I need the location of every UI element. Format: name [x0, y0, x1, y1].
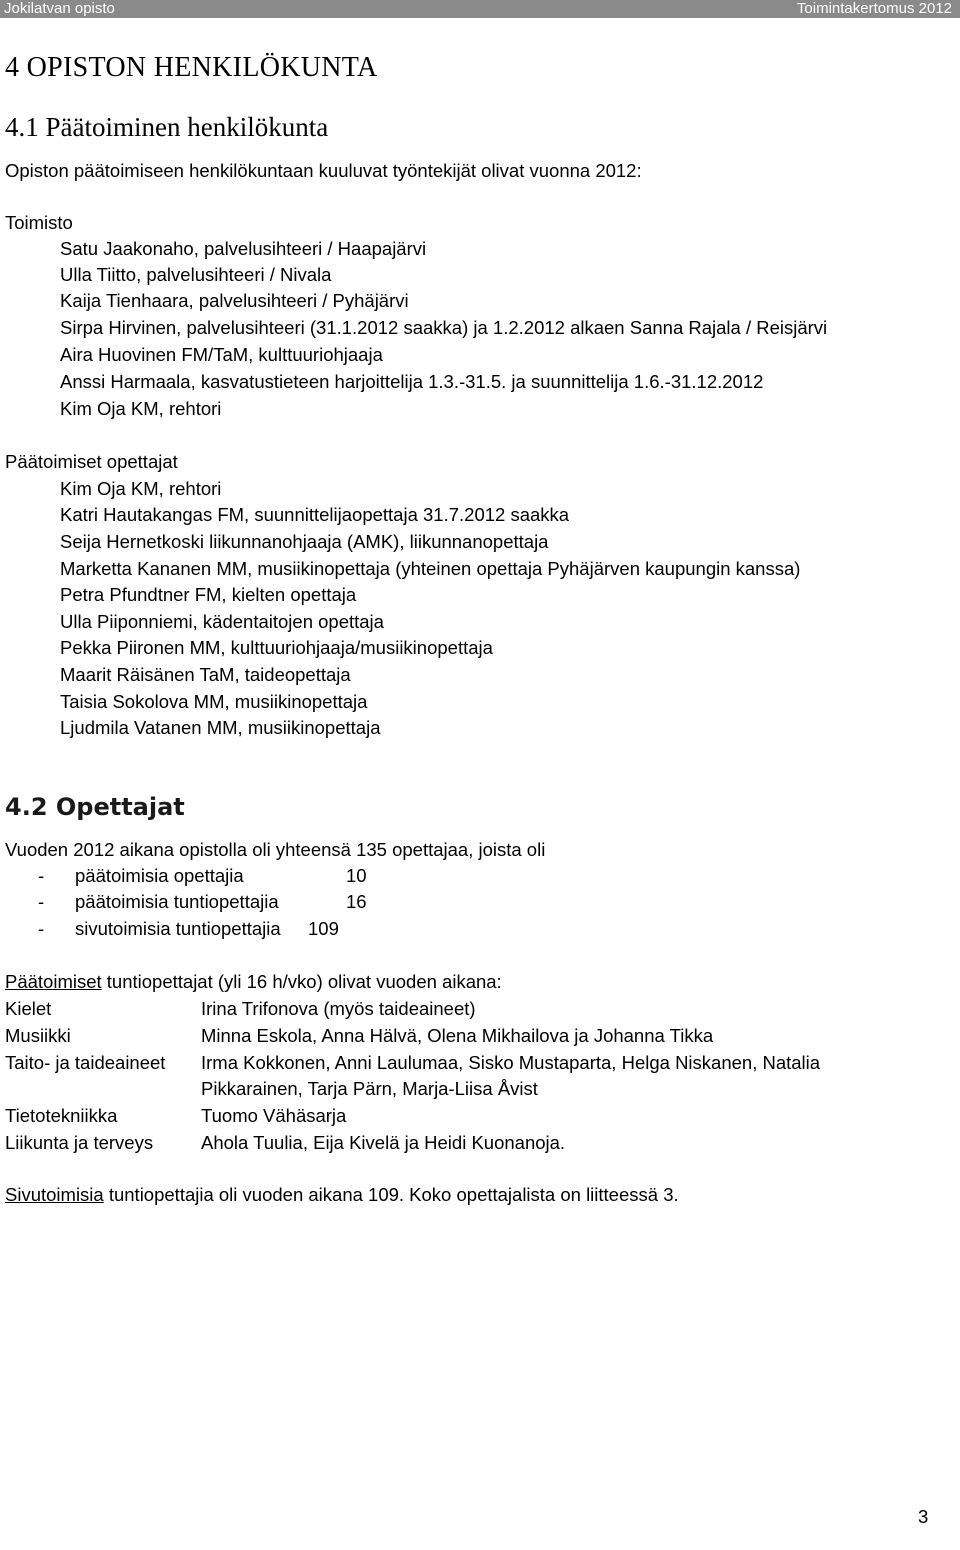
breakdown-label: päätoimisia tuntiopettajia — [75, 891, 279, 912]
breakdown-value: 109 — [308, 918, 339, 939]
subject-name: Musiikki — [5, 1025, 71, 1046]
chapter-heading: 4 OPISTON HENKILÖKUNTA — [5, 52, 378, 83]
breakdown-row — [38, 864, 367, 888]
paatoimiset-text: tuntiopettajat (yli 16 h/vko) olivat vuoden aikana: — [101, 971, 502, 992]
staff-item: Kim Oja KM, rehtori — [60, 398, 222, 419]
teachers-heading: Päätoimiset opettajat — [5, 451, 178, 472]
header-report-title: Toimintakertomus 2012 — [796, 0, 952, 17]
dash-bullet: - — [38, 918, 45, 939]
page-number: 3 — [918, 1506, 929, 1527]
teacher-item: Petra Pfundtner FM, kielten opettaja — [60, 584, 357, 605]
staff-item: Kaija Tienhaara, palvelusihteeri / Pyhäjärvi — [60, 290, 409, 311]
dash-bullet: - — [38, 865, 45, 886]
paatoimiset-paragraph — [5, 970, 502, 994]
sivutoimiset-paragraph — [5, 1183, 679, 1207]
staff-item: Ulla Tiitto, palvelusihteeri / Nivala — [60, 264, 332, 285]
staff-item: Anssi Harmaala, kasvatustieteen harjoittelija 1.3.-31.5. ja suunnittelija 1.6.-31.12.2012 — [60, 371, 764, 392]
header-org-name: Jokilatvan opisto — [4, 0, 115, 17]
subject-teachers: Ahola Tuulia, Eija Kivelä ja Heidi Kuonanoja. — [201, 1132, 566, 1153]
subject-name: Kielet — [5, 998, 52, 1019]
breakdown-value: 16 — [346, 891, 367, 912]
subject-teachers: Tuomo Vähäsarja — [201, 1105, 347, 1126]
section-heading-4-1: 4.1 Päätoiminen henkilökunta — [5, 112, 329, 142]
section-heading-4-2: 4.2 Opettajat — [5, 793, 185, 821]
staff-item: Satu Jaakonaho, palvelusihteeri / Haapajärvi — [60, 238, 427, 259]
subject-name: Taito- ja taideaineet — [5, 1052, 166, 1073]
staff-item: Aira Huovinen FM/TaM, kulttuuriohjaaja — [60, 344, 383, 365]
staff-item: Sirpa Hirvinen, palvelusihteeri (31.1.2012 saakka) ja 1.2.2012 alkaen Sanna Rajala / Reisjärvi — [60, 317, 828, 338]
breakdown-row — [38, 890, 367, 914]
teacher-item: Maarit Räisänen TaM, taideopettaja — [60, 664, 351, 685]
teacher-item: Katri Hautakangas FM, suunnittelijaopettaja 31.7.2012 saakka — [60, 504, 570, 525]
breakdown-label: sivutoimisia tuntiopettajia — [75, 918, 281, 939]
sivutoimiset-underlined: Sivutoimisia — [5, 1184, 104, 1205]
teacher-item: Pekka Piironen MM, kulttuuriohjaaja/musiikinopettaja — [60, 637, 493, 658]
dash-bullet: - — [38, 891, 45, 912]
breakdown-value: 10 — [346, 865, 367, 886]
subject-teachers: Minna Eskola, Anna Hälvä, Olena Mikhailova ja Johanna Tikka — [201, 1025, 714, 1046]
sivutoimiset-text: tuntiopettajia oli vuoden aikana 109. Koko opettajalista on liitteessä 3. — [103, 1184, 679, 1205]
breakdown-row — [38, 917, 339, 941]
subject-teachers: Irina Trifonova (myös taideaineet) — [201, 998, 476, 1019]
subject-name: Tietotekniikka — [5, 1105, 118, 1126]
breakdown-label: päätoimisia opettajia — [75, 865, 244, 886]
section-intro: Opiston päätoimiseen henkilökuntaan kuuluvat työntekijät olivat vuonna 2012: — [5, 160, 642, 181]
page-header — [0, 0, 960, 18]
teacher-item: Seija Hernetkoski liikunnanohjaaja (AMK), liikunnanopettaja — [60, 531, 549, 552]
subject-teachers: Irma Kokkonen, Anni Laulumaa, Sisko Mustaparta, Helga Niskanen, Natalia Pikkarainen, Tarja Pärn, Marja-Liisa Åvist — [201, 1052, 821, 1099]
subject-name: Liikunta ja terveys — [5, 1132, 154, 1153]
teachers-intro: Vuoden 2012 aikana opistolla oli yhteensä 135 opettajaa, joista oli — [5, 839, 546, 860]
teacher-item: Ulla Piiponniemi, kädentaitojen opettaja — [60, 611, 384, 632]
teacher-item: Ljudmila Vatanen MM, musiikinopettaja — [60, 717, 381, 738]
toimisto-heading: Toimisto — [5, 212, 73, 233]
teacher-item: Marketta Kananen MM, musiikinopettaja (yhteinen opettaja Pyhäjärven kaupungin kanssa) — [60, 558, 801, 579]
teacher-item: Taisia Sokolova MM, musiikinopettaja — [60, 691, 368, 712]
teacher-item: Kim Oja KM, rehtori — [60, 478, 222, 499]
paatoimiset-underlined: Päätoimiset — [5, 971, 102, 992]
